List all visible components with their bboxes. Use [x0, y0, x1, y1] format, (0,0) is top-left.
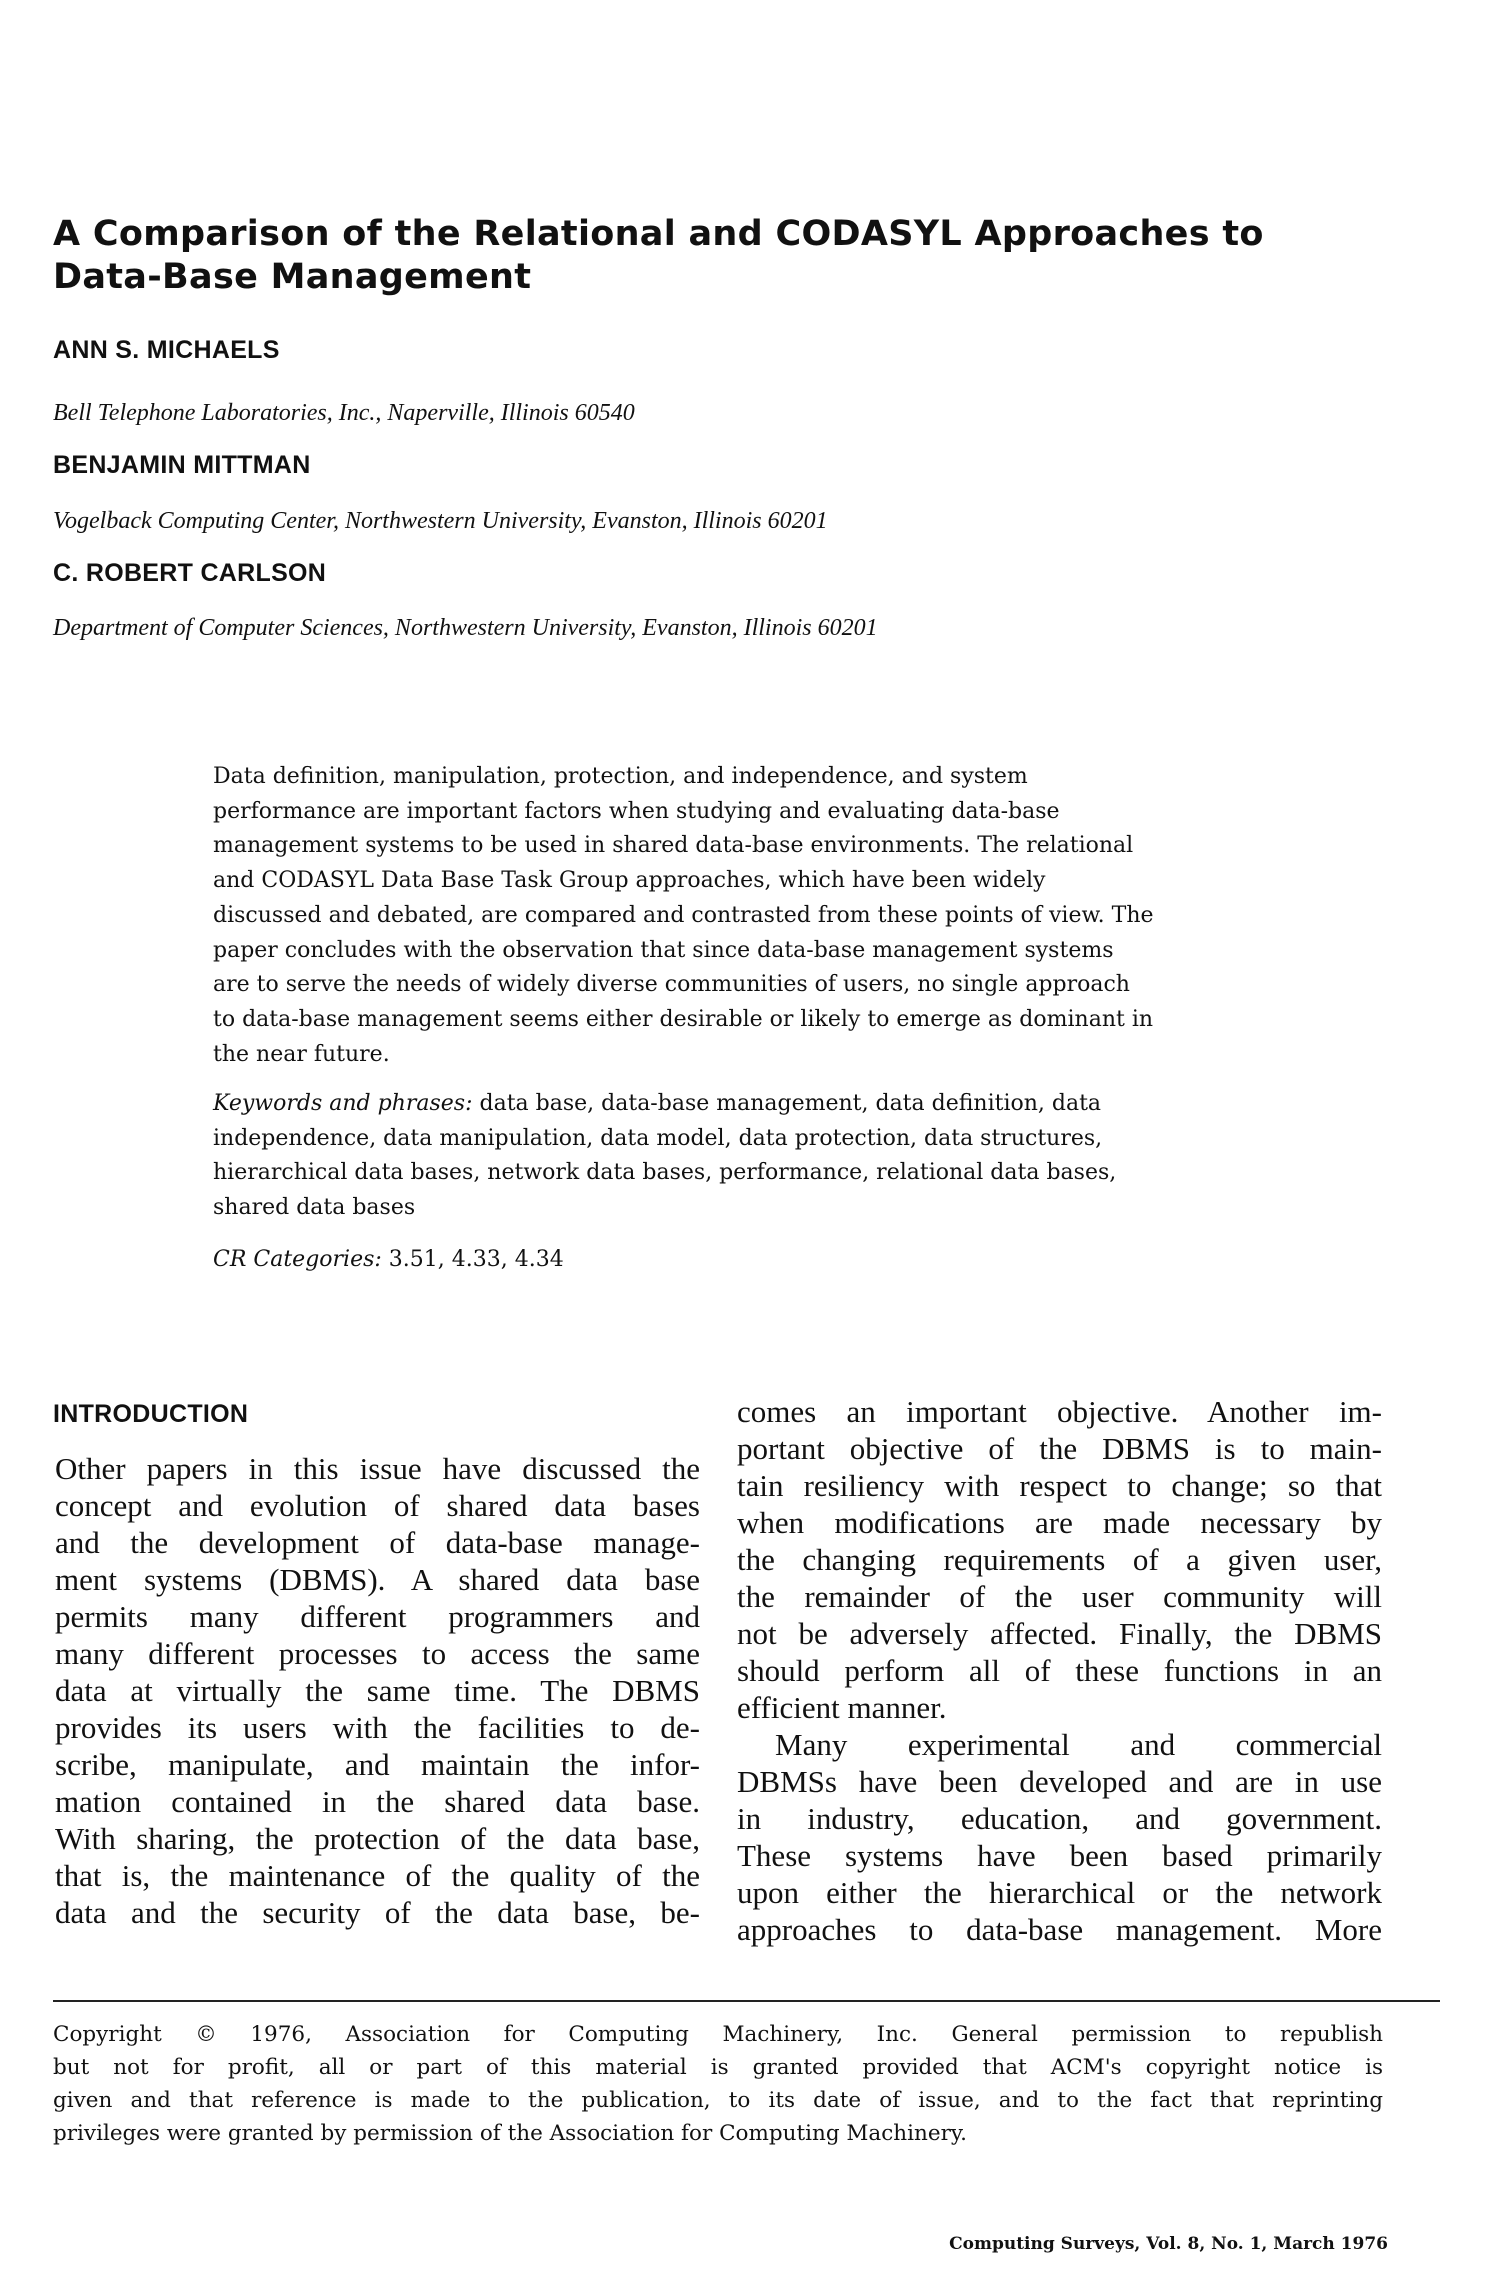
- author-affiliation: Vogelback Computing Center, Northwestern University, Evanston, Illinois 60201: [53, 508, 828, 534]
- author-name: C. ROBERT CARLSON: [53, 559, 327, 587]
- body-column-left: [55, 1450, 700, 1931]
- abstract-line: and CODASYL Data Base Task Group approaches, which have been widely: [213, 868, 1046, 894]
- copyright-line: privileges were granted by permission of the Association for Computing Machinery.: [53, 2121, 967, 2146]
- body-line: Other papers in this issue have discussed the: [55, 1451, 700, 1486]
- body-line: permits many different programmers and: [55, 1599, 700, 1634]
- author-affiliation: Bell Telephone Laboratories, Inc., Naperville, Illinois 60540: [53, 400, 635, 426]
- author-name: BENJAMIN MITTMAN: [53, 451, 311, 479]
- body-line: These systems have been based primarily: [737, 1838, 1382, 1873]
- journal-footer: Computing Surveys, Vol. 8, No. 1, March 1976: [949, 2234, 1388, 2254]
- author-name: ANN S. MICHAELS: [53, 336, 280, 364]
- abstract-line: discussed and debated, are compared and contrasted from these points of view. The: [213, 902, 1154, 928]
- copyright-line: given and that reference is made to the publication, to its date of issue, and to the fact that reprinting: [53, 2088, 1383, 2113]
- footnote-divider: [53, 2000, 1440, 2002]
- body-line: upon either the hierarchical or the network: [737, 1875, 1382, 1910]
- body-line: efficient manner.: [737, 1690, 947, 1725]
- body-line: DBMSs have been developed and are in use: [737, 1764, 1382, 1799]
- body-line: mation contained in the shared data base.: [55, 1784, 700, 1819]
- body-line: that is, the maintenance of the quality of the: [55, 1858, 700, 1893]
- body-line: tain resiliency with respect to change; so that: [737, 1468, 1382, 1503]
- body-line: many different processes to access the same: [55, 1636, 700, 1671]
- body-line: and the development of data-base manage-: [55, 1525, 700, 1560]
- abstract: [213, 760, 1298, 1072]
- keywords-line: shared data bases: [213, 1195, 416, 1221]
- keywords-line: hierarchical data bases, network data bases, performance, relational data bases,: [213, 1160, 1117, 1186]
- body-line: scribe, manipulate, and maintain the infor-: [55, 1747, 700, 1782]
- section-heading: INTRODUCTION: [53, 1400, 249, 1428]
- body-line: data and the security of the data base, be-: [55, 1895, 700, 1930]
- copyright-notice: [53, 2018, 1383, 2150]
- keywords-line: data base, data-base management, data definition, data: [472, 1091, 1102, 1116]
- abstract-line: are to serve the needs of widely diverse communities of users, no single approach: [213, 972, 1130, 998]
- body-line: not be adversely affected. Finally, the DBMS: [737, 1616, 1382, 1651]
- body-line: when modifications are made necessary by: [737, 1505, 1382, 1540]
- copyright-line: but not for profit, all or part of this material is granted provided that ACM's copyright notice is: [53, 2055, 1383, 2080]
- abstract-line: the near future.: [213, 1041, 390, 1067]
- body-line: in industry, education, and government.: [737, 1801, 1382, 1836]
- body-line: data at virtually the same time. The DBMS: [55, 1673, 700, 1708]
- copyright-line: Copyright © 1976, Association for Computing Machinery, Inc. General permission to republish: [53, 2022, 1383, 2047]
- author-affiliation: Department of Computer Sciences, Northwestern University, Evanston, Illinois 60201: [53, 615, 878, 641]
- title-line: A Comparison of the Relational and CODASYL Approaches to: [53, 214, 1264, 254]
- body-line: ment systems (DBMS). A shared data base: [55, 1562, 700, 1597]
- abstract-line: paper concludes with the observation that since data-base management systems: [213, 937, 1114, 963]
- abstract-line: management systems to be used in shared data-base environments. The relational: [213, 833, 1134, 859]
- body-column-right: [737, 1393, 1382, 1948]
- body-line: Many experimental and commercial: [775, 1727, 1382, 1762]
- body-line: approaches to data-base management. More: [737, 1912, 1382, 1947]
- body-line: the changing requirements of a given user,: [737, 1542, 1382, 1577]
- paper-title: [53, 213, 1453, 299]
- body-line: should perform all of these functions in an: [737, 1653, 1382, 1688]
- abstract-line: to data-base management seems either desirable or likely to emerge as dominant in: [213, 1006, 1154, 1032]
- body-line: provides its users with the facilities to de-: [55, 1710, 700, 1745]
- body-line: the remainder of the user community will: [737, 1579, 1382, 1614]
- body-line: concept and evolution of shared data bases: [55, 1488, 700, 1523]
- keywords-label: Keywords and phrases:: [213, 1091, 473, 1116]
- title-line: Data-Base Management: [53, 257, 532, 297]
- cr-categories: [213, 1243, 1298, 1278]
- body-line: portant objective of the DBMS is to main-: [737, 1431, 1382, 1466]
- cr-categories-value: 3.51, 4.33, 4.34: [381, 1247, 564, 1272]
- cr-categories-label: CR Categories:: [213, 1247, 382, 1272]
- keywords: [213, 1087, 1298, 1226]
- keywords-line: independence, data manipulation, data model, data protection, data structures,: [213, 1125, 1103, 1151]
- abstract-line: performance are important factors when studying and evaluating data-base: [213, 798, 1060, 824]
- body-line: comes an important objective. Another im-: [737, 1394, 1382, 1429]
- abstract-line: Data definition, manipulation, protection, and independence, and system: [213, 764, 1028, 789]
- body-line: With sharing, the protection of the data base,: [55, 1821, 700, 1856]
